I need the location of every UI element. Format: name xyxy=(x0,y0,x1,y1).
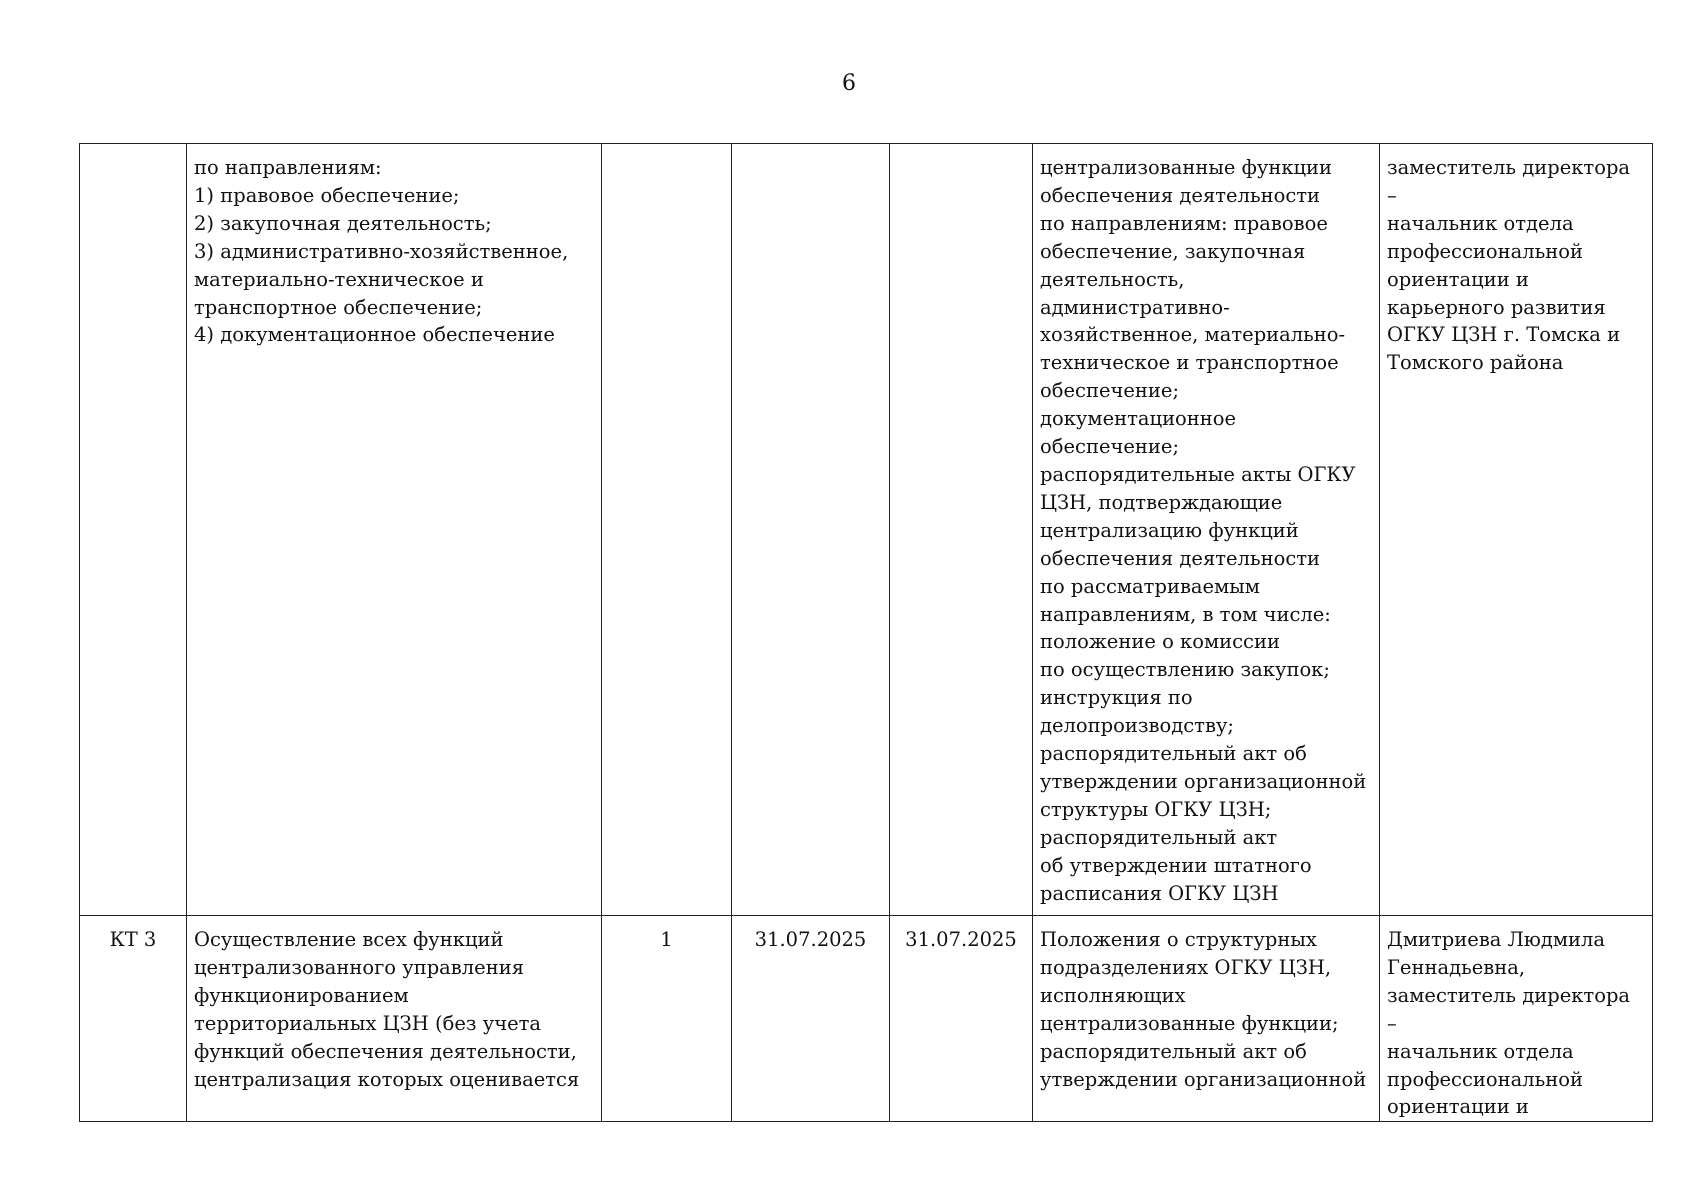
cell-description: по направлениям: 1) правовое обеспечение; 2) закупочная деятельность; 3) административно-хозяйственное, материально-техническое и транспортное обеспечение; 4) документационное обеспечение xyxy=(187,144,602,916)
table-row xyxy=(80,916,1653,1122)
cell-value xyxy=(602,144,732,916)
cell-documents: Положения о структурных подразделениях ОГКУ ЦЗН, исполняющих централизованные функции; распорядительный акт об утверждении организационной xyxy=(1033,916,1380,1122)
cell-responsible: Дмитриева Людмила Геннадьевна, заместитель директора – начальник отдела профессиональной ориентации и xyxy=(1380,916,1653,1122)
cell-value: 1 xyxy=(602,916,732,1122)
cell-end-date xyxy=(890,144,1033,916)
cell-id xyxy=(80,144,187,916)
cell-responsible: заместитель директора – начальник отдела профессиональной ориентации и карьерного развития ОГКУ ЦЗН г. Томска и Томского района xyxy=(1380,144,1653,916)
cell-end-date: 31.07.2025 xyxy=(890,916,1033,1122)
plan-table xyxy=(79,143,1653,1122)
cell-start-date xyxy=(732,144,890,916)
cell-documents: централизованные функции обеспечения деятельности по направлениям: правовое обеспечение, закупочная деятельность, административно- хозяйственное, материально- техническое и транспортное обеспечение; документационное обеспечение; распорядительные акты ОГКУ ЦЗН, подтверждающие централизацию функций обеспечения деятельности по рассматриваемым направлениям, в том числе: положение о комиссии по осуществлению закупок; инструкция по делопроизводству; распорядительный акт об утверждении организационной структуры ОГКУ ЦЗН; распорядительный акт об утверждении штатного расписания ОГКУ ЦЗН xyxy=(1033,144,1380,916)
page-number: 6 xyxy=(842,71,856,96)
cell-start-date: 31.07.2025 xyxy=(732,916,890,1122)
cell-id: КТ 3 xyxy=(80,916,187,1122)
cell-description: Осуществление всех функций централизованного управления функционированием территориальных ЦЗН (без учета функций обеспечения деятельности, централизация которых оценивается xyxy=(187,916,602,1122)
table-row xyxy=(80,144,1653,916)
